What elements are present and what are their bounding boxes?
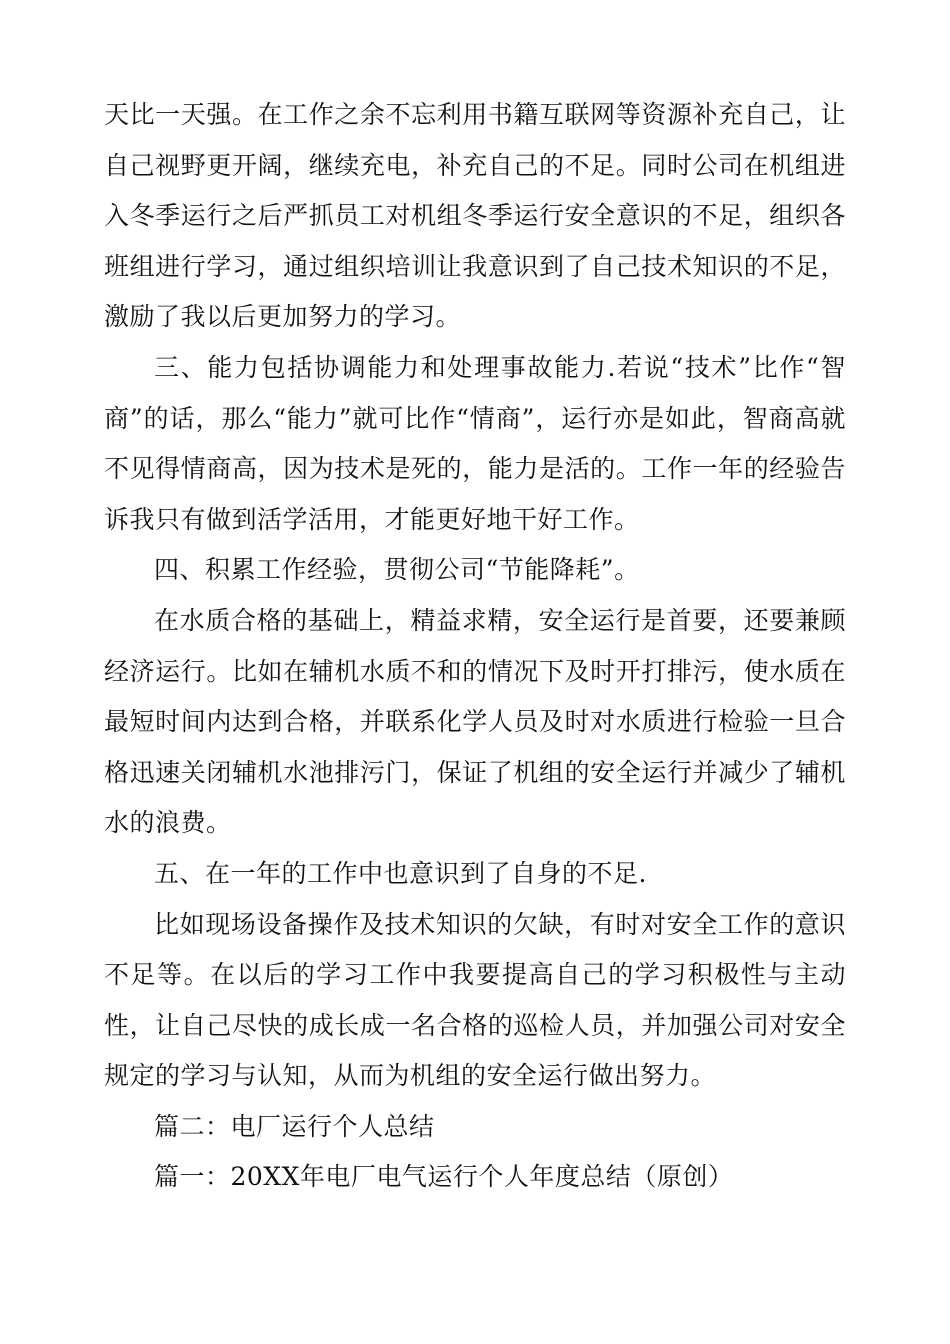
paragraph-section-four-heading: 四、积累工作经验，贯彻公司“节能降耗”。 bbox=[154, 555, 640, 585]
paragraph-article-one-title: 篇一：20XX年电厂电气运行个人年度总结（原创） bbox=[154, 1162, 734, 1192]
paragraph-section-three: 三、能力包括协调能力和处理事故能力.若说“技术”比作“智商”的话，那么“能力”就可比作“情商”，运行亦是如此，智商高就不见得情商高，因为技术是死的，能力是活的。工作一年的经验告诉我只有做到活学活用，才能更好地干好工作。 bbox=[104, 352, 846, 534]
paragraph-shortcomings: 比如现场设备操作及技术知识的欠缺，有时对安全工作的意识不足等。在以后的学习工作中我要提高自己的学习积极性与主动性，让自己尽快的成长成一名合格的巡检人员，并加强公司对安全规定的学习与认知，从而为机组的安全运行做出努力。 bbox=[104, 909, 846, 1091]
paragraph-article-two-title: 篇二：电厂运行个人总结 bbox=[154, 1111, 435, 1141]
paragraph-section-five-heading: 五、在一年的工作中也意识到了自身的不足. bbox=[154, 858, 647, 888]
paragraph-water-quality: 在水质合格的基础上，精益求精，安全运行是首要，还要兼顾经济运行。比如在辅机水质不和的情况下及时开打排污，使水质在最短时间内达到合格，并联系化学人员及时对水质进行检验一旦合格迅速关闭辅机水池排污门，保证了机组的安全运行并减少了辅机水的浪费。 bbox=[104, 605, 846, 838]
document-body bbox=[104, 90, 846, 1203]
paragraph-continuation: 天比一天强。在工作之余不忘利用书籍互联网等资源补充自己，让自己视野更开阔，继续充电，补充自己的不足。同时公司在机组进入冬季运行之后严抓员工对机组冬季运行安全意识的不足，组织各班组进行学习，通过组织培训让我意识到了自己技术知识的不足，激励了我以后更加努力的学习。 bbox=[104, 100, 846, 332]
